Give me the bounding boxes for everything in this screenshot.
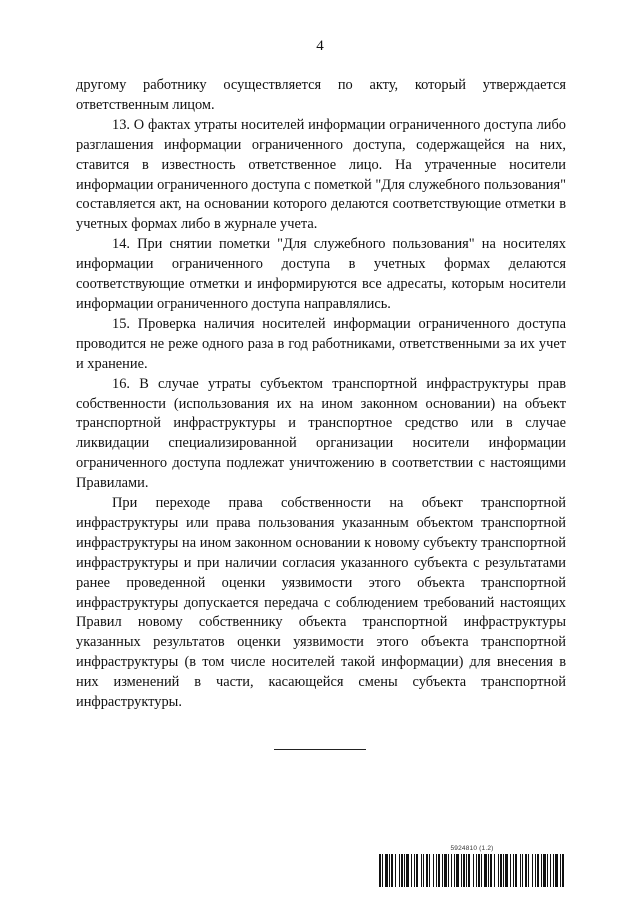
end-of-text-rule bbox=[274, 749, 366, 750]
barcode-bar bbox=[382, 854, 383, 887]
barcode-bar bbox=[500, 854, 502, 887]
barcode-bar bbox=[426, 854, 428, 887]
barcode-bar bbox=[535, 854, 536, 887]
barcode-bar bbox=[476, 854, 477, 887]
barcode-bar bbox=[421, 854, 422, 887]
barcode-bar bbox=[541, 854, 542, 887]
barcode-bar bbox=[494, 854, 495, 887]
paragraph-15: 15. Проверка наличия носителей информации ограниченного доступа проводится не реже одного раза в год работниками, ответственными за их учет и хранение. bbox=[76, 315, 566, 372]
barcode-bar bbox=[478, 854, 480, 887]
page-number: 4 bbox=[316, 38, 324, 54]
barcode-bar bbox=[461, 854, 462, 887]
barcode-bar bbox=[503, 854, 504, 887]
barcode-bar bbox=[379, 854, 381, 887]
barcode-bar bbox=[442, 854, 443, 887]
barcode-bar bbox=[404, 854, 405, 887]
barcode-bar bbox=[484, 854, 487, 887]
paragraph-continuation: другому работнику осуществляется по акту, который утверждается ответственным лицом. bbox=[76, 77, 566, 113]
paragraph-16: 16. В случае утраты субъектом транспортной инфраструктуры прав собственности (использования их на ином законном основании) на объект транспортной инфраструктуры и транспортное средство или в случае ликвидации специализированной организации носители информации ограниченного доступа подлежат уничтожению в соответствии с настоящими Правилами. bbox=[76, 375, 566, 492]
barcode-icon bbox=[379, 854, 565, 887]
barcode-bar bbox=[416, 854, 418, 887]
barcode-bar bbox=[454, 854, 455, 887]
paragraph-14: 14. При снятии пометки "Для служебного пользования" на носителях информации ограниченного доступа в учетных формах делаются соответствующие отметки и информируются все адресаты, которым носители информации ограниченного доступа направлялись. bbox=[76, 236, 566, 312]
barcode-bar bbox=[414, 854, 415, 887]
barcode-bar bbox=[406, 854, 409, 887]
barcode-bar bbox=[505, 854, 508, 887]
barcode-bar bbox=[522, 854, 523, 887]
barcode-bar bbox=[553, 854, 554, 887]
barcode-bar bbox=[525, 854, 527, 887]
barcode-bar bbox=[436, 854, 437, 887]
barcode-bar bbox=[537, 854, 539, 887]
barcode-bar bbox=[488, 854, 489, 887]
barcode-bar bbox=[562, 854, 564, 887]
barcode-bar bbox=[423, 854, 424, 887]
barcode-bar bbox=[555, 854, 558, 887]
barcode-bar bbox=[399, 854, 400, 887]
barcode-bar bbox=[498, 854, 499, 887]
barcode-bar bbox=[473, 854, 474, 887]
barcode-bar bbox=[389, 854, 390, 887]
barcode-bar bbox=[550, 854, 551, 887]
barcode-bar bbox=[444, 854, 447, 887]
barcode-bar bbox=[448, 854, 449, 887]
barcode-bar bbox=[481, 854, 482, 887]
barcode-bar bbox=[391, 854, 393, 887]
barcode-bar bbox=[438, 854, 440, 887]
barcode-bar bbox=[543, 854, 546, 887]
barcode-bar bbox=[385, 854, 388, 887]
barcode-bar bbox=[456, 854, 459, 887]
barcode-bar bbox=[433, 854, 434, 887]
barcode-bar bbox=[520, 854, 521, 887]
barcode-bar bbox=[451, 854, 452, 887]
barcode-bar bbox=[515, 854, 517, 887]
document-barcode bbox=[379, 845, 565, 889]
barcode-bar bbox=[466, 854, 467, 887]
barcode-bar bbox=[468, 854, 470, 887]
barcode-bar bbox=[547, 854, 548, 887]
barcode-bar bbox=[513, 854, 514, 887]
document-body bbox=[76, 76, 566, 713]
barcode-bar bbox=[528, 854, 529, 887]
barcode-caption: 5924810 (1.2) bbox=[450, 845, 494, 852]
barcode-bar bbox=[395, 854, 396, 887]
barcode-bar bbox=[401, 854, 403, 887]
barcode-bar bbox=[532, 854, 533, 887]
barcode-bar bbox=[463, 854, 465, 887]
paragraph-16-continued: При переходе права собственности на объект транспортной инфраструктуры или права пользования указанным объектом транспортной инфраструктуры на ином законном основании к новому субъекту транспортной инфраструктуры и при наличии согласия указанного субъекта с результатами ранее проведенной оценки уязвимости этого объекта транспортной инфраструктуры допускается передача с соблюдением требований настоящих Правил новому собственнику объекта транспортной инфраструктуры указанных результатов оценки уязвимости этого объекта транспортной инфраструктуры (в том числе носителей такой информации) для внесения в них изменений в части, касающейся смены субъекта транспортной инфраструктуры. bbox=[76, 495, 566, 711]
paragraph-13: 13. О фактах утраты носителей информации ограниченного доступа либо разглашения информации ограниченного доступа, содержащейся на них, ставится в известность ответственное лицо. На утраченные носители информации ограниченного доступа с пометкой "Для служебного пользования" составляется акт, на основании которого делаются соответствующие отметки в учетных формах либо в журнале учета. bbox=[76, 116, 566, 233]
barcode-bar bbox=[560, 854, 561, 887]
barcode-bar bbox=[490, 854, 492, 887]
barcode-bar bbox=[510, 854, 511, 887]
barcode-bar bbox=[411, 854, 412, 887]
barcode-bar bbox=[429, 854, 430, 887]
